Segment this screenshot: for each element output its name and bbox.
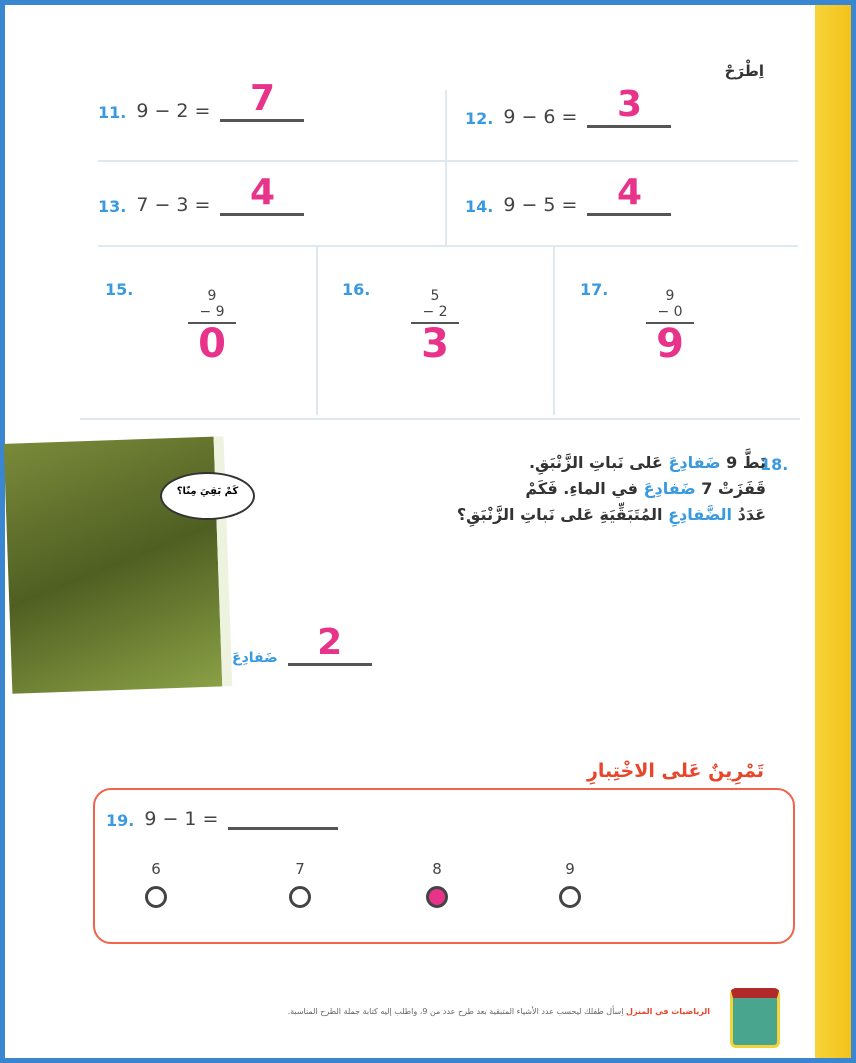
text: عَلى نَباتِ الزَّنْبَقِ. — [528, 453, 663, 472]
expression: 9 − 5 = — [503, 194, 578, 216]
minuend: 9 — [207, 288, 217, 304]
subtrahend: − 9 — [199, 304, 225, 320]
answer[interactable]: 9 — [656, 321, 684, 367]
answer-blank[interactable] — [288, 622, 372, 666]
problem-19 — [106, 808, 338, 830]
problem-number: 18. — [760, 455, 789, 474]
problem-number: 15. — [105, 280, 134, 299]
home-note — [130, 1005, 710, 1019]
owl-house-icon — [730, 988, 780, 1048]
problem-17 — [640, 288, 700, 367]
text: ضَفادِعَ — [643, 479, 696, 498]
divider — [98, 160, 798, 162]
expression: 7 − 3 = — [136, 194, 211, 216]
problem-number: 13. — [98, 197, 127, 216]
word-problem — [346, 450, 766, 528]
problem-number: 17. — [580, 280, 609, 299]
problem-15 — [182, 288, 242, 367]
text: في الماءِ. فَكَمْ — [525, 479, 638, 498]
divider — [98, 245, 798, 247]
divider — [553, 245, 555, 415]
answer: 2 — [317, 622, 343, 663]
section-header: اِطْرَحْ — [724, 62, 764, 80]
expression: 9 − 1 = — [144, 808, 219, 830]
problem-number: 11. — [98, 103, 127, 122]
expression: 9 − 6 = — [503, 106, 578, 128]
answer: 4 — [249, 172, 276, 213]
option-6[interactable] — [141, 860, 171, 908]
answer[interactable]: 0 — [198, 321, 226, 367]
home-note-text: اِسأل طفلك ليحسب عدد الأشياء المتبقية بعد طرح عدد من 9، واطلب إليه كتابة جملة الطرح المناسبة. — [287, 1007, 624, 1016]
problem-number: 19. — [106, 811, 135, 830]
divider — [316, 245, 318, 415]
answer-blank[interactable] — [220, 172, 304, 216]
radio-circle[interactable] — [145, 886, 167, 908]
subtrahend: − 2 — [422, 304, 448, 320]
expression: 9 − 2 = — [136, 100, 211, 122]
word-answer — [232, 622, 372, 666]
problem-12 — [465, 84, 671, 128]
answer: 4 — [616, 172, 643, 213]
option-label: 8 — [432, 860, 442, 878]
radio-circle[interactable] — [559, 886, 581, 908]
text: قَفَزَتْ 7 — [701, 479, 766, 498]
problem-11 — [98, 78, 304, 122]
radio-circle[interactable] — [289, 886, 311, 908]
radio-circle-selected[interactable] — [426, 886, 448, 908]
problem-number: 12. — [465, 109, 494, 128]
answer-blank[interactable] — [587, 84, 671, 128]
text: نَطَّ 9 — [726, 453, 766, 472]
divider — [80, 418, 800, 420]
option-label: 6 — [151, 860, 161, 878]
problem-16 — [405, 288, 465, 367]
answer[interactable]: 3 — [421, 321, 449, 367]
problem-number: 16. — [342, 280, 371, 299]
problem-14 — [465, 172, 671, 216]
text: المُتَبَقِّيَةِ عَلى نَباتِ الزَّنْبَقِ؟ — [456, 505, 663, 524]
answer-blank[interactable] — [228, 816, 338, 830]
yellow-side-stripe — [815, 5, 851, 1058]
text: عَدَدُ — [737, 505, 766, 524]
answer-blank[interactable] — [587, 172, 671, 216]
option-label: 7 — [295, 860, 305, 878]
home-note-title: الرياضيات في المنزل — [626, 1007, 710, 1016]
answer: 7 — [249, 78, 276, 119]
problem-13 — [98, 172, 304, 216]
text: ضَفادِعَ — [668, 453, 721, 472]
subtrahend: − 0 — [657, 304, 683, 320]
answer: 3 — [616, 84, 643, 125]
option-7[interactable] — [285, 860, 315, 908]
option-8[interactable] — [422, 860, 452, 908]
unit: ضَفادِعَ — [232, 650, 278, 666]
divider — [445, 90, 447, 245]
option-9[interactable] — [555, 860, 585, 908]
text: الضَّفادِعِ — [668, 505, 733, 524]
answer-blank[interactable] — [220, 78, 304, 122]
minuend: 9 — [665, 288, 675, 304]
speech-bubble: كَمْ بَقِيَ مِنّا؟ — [160, 472, 255, 520]
test-title: تَمْرِينٌ عَلى الاخْتِبارِ — [586, 760, 764, 782]
option-label: 9 — [565, 860, 575, 878]
problem-number: 14. — [465, 197, 494, 216]
minuend: 5 — [430, 288, 440, 304]
